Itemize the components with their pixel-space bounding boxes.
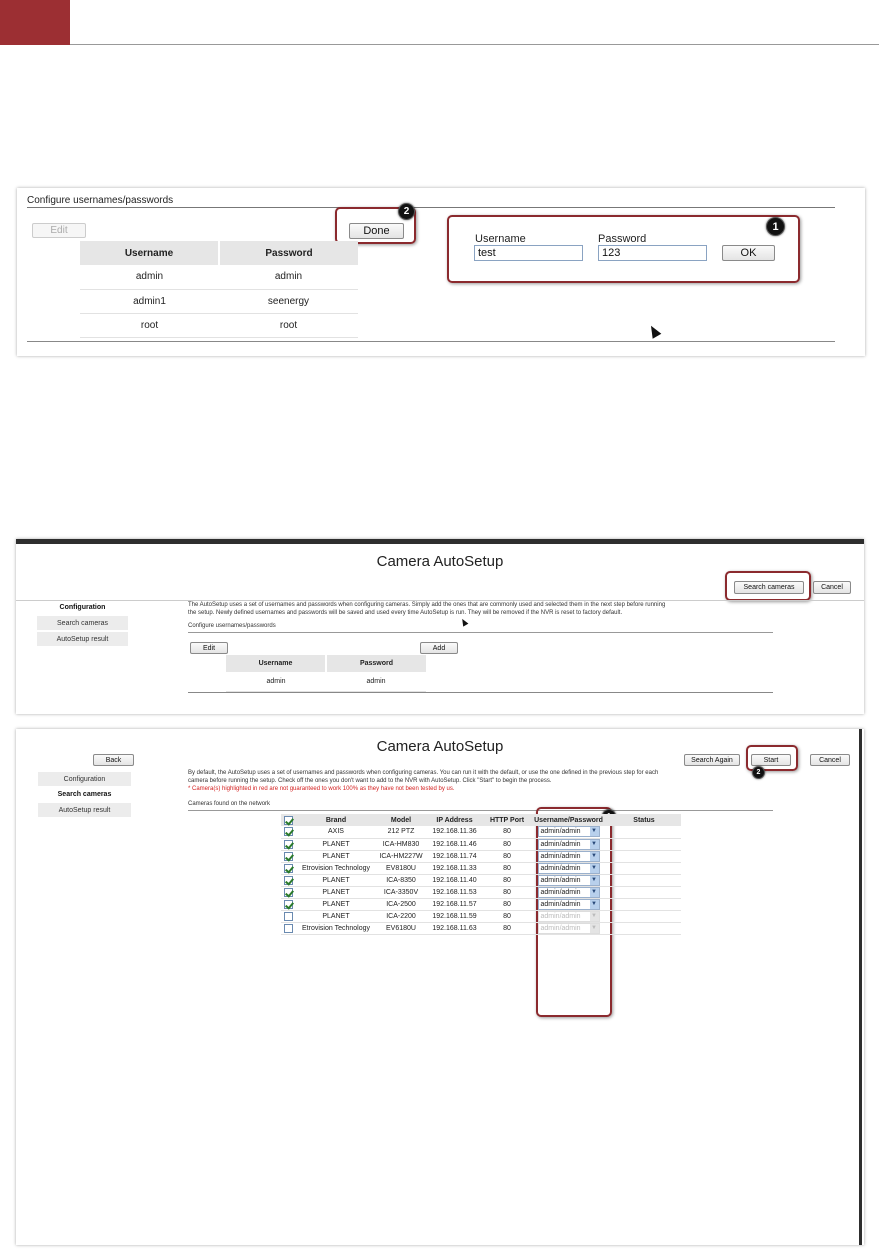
cell-ip-address: 192.168.11.40: [425, 874, 484, 886]
cell-password: admin: [326, 672, 426, 691]
cell-model: ICA-3350V: [377, 886, 425, 898]
section-title: Cameras found on the network: [188, 801, 271, 807]
header-username: Username: [80, 241, 219, 265]
chevron-down-icon: ▼: [591, 876, 597, 883]
cell-username-password: [530, 874, 607, 886]
cell-username-password: [530, 826, 607, 838]
untested-warning: * Camera(s) highlighted in red are not guaranteed to work 100% as they have not been tested by us.: [188, 786, 455, 792]
cell-username-password: [530, 898, 607, 910]
cell-model: 212 PTZ: [377, 826, 425, 838]
top-dark-band: [16, 539, 864, 544]
cell-http-port: 80: [484, 850, 530, 862]
credential-select-value: admin/admin: [540, 828, 581, 836]
sidebar-item-autosetup-result[interactable]: AutoSetup result: [37, 632, 128, 646]
sidebar-item-search-cameras[interactable]: Search cameras: [38, 788, 131, 801]
chevron-down-icon: ▼: [591, 864, 597, 871]
cell-password: root: [219, 313, 358, 337]
cell-brand: Etrovision Technology: [295, 922, 377, 934]
cell-username-password: [530, 838, 607, 850]
cell-http-port: 80: [484, 862, 530, 874]
credential-select-value: admin/admin: [540, 864, 581, 872]
table-row[interactable]: [281, 850, 681, 862]
credential-select[interactable]: [538, 839, 600, 850]
camera-checkbox[interactable]: [284, 876, 293, 885]
cell-brand: AXIS: [295, 826, 377, 838]
chevron-down-icon: ▼: [591, 828, 597, 835]
table-row[interactable]: [80, 313, 358, 337]
cell-status: [607, 838, 681, 850]
edit-button[interactable]: Edit: [190, 642, 228, 654]
credential-select-value: admin/admin: [540, 852, 581, 860]
camera-checkbox[interactable]: [284, 912, 293, 921]
camera-checkbox[interactable]: [284, 840, 293, 849]
credential-select[interactable]: [538, 863, 600, 874]
cell-brand: PLANET: [295, 886, 377, 898]
cell-ip-address: 192.168.11.53: [425, 886, 484, 898]
search-again-button[interactable]: Search Again: [684, 754, 740, 766]
row-select[interactable]: [281, 826, 295, 838]
search-cameras-button[interactable]: Search cameras: [734, 581, 804, 594]
header-select-all[interactable]: [281, 814, 295, 826]
username-input[interactable]: test: [474, 245, 583, 261]
description-line-2: the setup. Newly defined usernames and passwords will be saved and used every time AutoSetup is run. They will be removed if the NVR is reset to factory default.: [188, 610, 623, 616]
toolbar-divider: [16, 600, 864, 601]
table-row[interactable]: [80, 289, 358, 313]
cell-status: [607, 886, 681, 898]
cell-username-password: [530, 862, 607, 874]
cell-model: EV6180U: [377, 922, 425, 934]
cell-username-password: [530, 886, 607, 898]
cell-brand: PLANET: [295, 850, 377, 862]
done-button[interactable]: Done: [349, 223, 404, 239]
cell-username: root: [80, 313, 219, 337]
cell-model: ICA-8350: [377, 874, 425, 886]
section-divider: [188, 632, 773, 633]
cell-brand: PLANET: [295, 874, 377, 886]
section-title: Configure usernames/passwords: [188, 623, 276, 629]
section-divider: [188, 810, 773, 811]
chevron-down-icon: ▼: [591, 912, 597, 919]
row-select[interactable]: [281, 862, 295, 874]
header-username: Username: [226, 655, 326, 672]
credential-select[interactable]: [538, 826, 600, 837]
cell-status: [607, 874, 681, 886]
row-select[interactable]: [281, 874, 295, 886]
row-select[interactable]: [281, 898, 295, 910]
camera-checkbox[interactable]: [284, 852, 293, 861]
cell-model: ICA-HM830: [377, 838, 425, 850]
search-cameras-callout: [725, 571, 811, 601]
cell-brand: PLANET: [295, 910, 377, 922]
camera-checkbox[interactable]: [284, 900, 293, 909]
cell-username: admin: [80, 265, 219, 289]
chevron-down-icon: ▼: [591, 924, 597, 931]
add-button[interactable]: Add: [420, 642, 458, 654]
chevron-down-icon: ▼: [591, 900, 597, 907]
sidebar-item-autosetup-result[interactable]: AutoSetup result: [38, 803, 131, 817]
screenshot-search-cameras: [16, 729, 864, 1245]
credential-select[interactable]: [538, 851, 600, 862]
table-row[interactable]: [281, 826, 681, 838]
cell-model: ICA-HM227W: [377, 850, 425, 862]
cell-brand: PLANET: [295, 898, 377, 910]
cell-ip-address: 192.168.11.33: [425, 862, 484, 874]
cell-status: [607, 922, 681, 934]
header-model: Model: [377, 814, 425, 826]
cell-http-port: 80: [484, 838, 530, 850]
header-brand: Brand: [295, 814, 377, 826]
cell-model: EV8180U: [377, 862, 425, 874]
cell-username-password: [530, 910, 607, 922]
cell-brand: Etrovision Technology: [295, 862, 377, 874]
password-input[interactable]: 123: [598, 245, 707, 261]
cell-username-password: [530, 850, 607, 862]
table-row[interactable]: [281, 898, 681, 910]
cell-brand: PLANET: [295, 838, 377, 850]
credential-select-value: admin/admin: [540, 876, 581, 884]
chevron-down-icon: ▼: [591, 840, 597, 847]
cell-status: [607, 910, 681, 922]
right-edge-band: [859, 729, 862, 1245]
description-line-1: By default, the AutoSetup uses a set of usernames and passwords when configuring cameras. You can run it with the default, or use the one defined in the previous step for each: [188, 770, 659, 776]
row-select[interactable]: [281, 838, 295, 850]
edit-button[interactable]: Edit: [32, 223, 86, 238]
credentials-table: [80, 241, 358, 338]
table-row[interactable]: [226, 672, 426, 691]
cell-username: admin1: [80, 289, 219, 313]
row-select[interactable]: [281, 922, 295, 934]
step-badge-2: 2: [398, 203, 415, 220]
header-http-port: HTTP Port: [484, 814, 530, 826]
description-line-1: The AutoSetup uses a set of usernames and passwords when configuring cameras. Simply add the ones that are commonly used and selected them in the next step before running: [188, 602, 666, 608]
table-row[interactable]: [281, 838, 681, 850]
chevron-down-icon: ▼: [591, 852, 597, 859]
cell-http-port: 80: [484, 826, 530, 838]
cell-ip-address: 192.168.11.46: [425, 838, 484, 850]
camera-checkbox[interactable]: [284, 924, 293, 933]
cell-username: admin: [226, 672, 326, 691]
header-status: Status: [607, 814, 681, 826]
back-button[interactable]: Back: [93, 754, 134, 766]
sidebar-item-search-cameras[interactable]: Search cameras: [37, 616, 128, 630]
bottom-divider: [27, 341, 835, 342]
cell-http-port: 80: [484, 910, 530, 922]
header-rule: [70, 44, 879, 45]
cameras-table: [281, 814, 681, 935]
cancel-button[interactable]: Cancel: [813, 581, 851, 594]
camera-checkbox[interactable]: [284, 864, 293, 873]
credentials-table: [226, 655, 426, 692]
row-select[interactable]: [281, 886, 295, 898]
step-badge-1: 1: [766, 217, 785, 236]
ok-button[interactable]: OK: [722, 245, 775, 261]
step-badge-2: 2: [752, 766, 765, 779]
cell-username-password: [530, 922, 607, 934]
camera-checkbox[interactable]: [284, 827, 293, 836]
credential-select-value: admin/admin: [540, 924, 581, 932]
chevron-down-icon: ▼: [591, 888, 597, 895]
cell-ip-address: 192.168.11.36: [425, 826, 484, 838]
header-accent-bar: [0, 0, 70, 45]
page-title: Camera AutoSetup: [376, 738, 504, 755]
cell-status: [607, 826, 681, 838]
credential-select[interactable]: [538, 887, 600, 898]
password-label: Password: [598, 233, 647, 245]
cell-http-port: 80: [484, 874, 530, 886]
cell-http-port: 80: [484, 922, 530, 934]
bottom-divider: [188, 692, 773, 693]
cell-status: [607, 862, 681, 874]
credential-select[interactable]: [538, 911, 600, 922]
credential-select-value: admin/admin: [540, 912, 581, 920]
cell-ip-address: 192.168.11.74: [425, 850, 484, 862]
mouse-pointer-icon: [460, 617, 469, 626]
cancel-button[interactable]: Cancel: [810, 754, 850, 766]
cell-ip-address: 192.168.11.59: [425, 910, 484, 922]
start-button[interactable]: Start: [751, 754, 791, 766]
cell-status: [607, 850, 681, 862]
credential-select[interactable]: [538, 899, 600, 910]
table-row[interactable]: [281, 910, 681, 922]
camera-checkbox[interactable]: [284, 888, 293, 897]
table-row[interactable]: [281, 922, 681, 934]
header-password: Password: [219, 241, 358, 265]
screenshot-autosetup-configuration: [16, 539, 864, 714]
cell-status: [607, 898, 681, 910]
section-title: Configure usernames/passwords: [27, 195, 174, 206]
table-row[interactable]: [281, 862, 681, 874]
page-title: Camera AutoSetup: [376, 553, 504, 570]
table-row[interactable]: [281, 874, 681, 886]
header-password: Password: [326, 655, 426, 672]
select-all-checkbox[interactable]: [284, 816, 293, 825]
cell-ip-address: 192.168.11.57: [425, 898, 484, 910]
screenshot-configure-credentials: [17, 188, 865, 356]
cell-ip-address: 192.168.11.63: [425, 922, 484, 934]
row-select[interactable]: [281, 910, 295, 922]
cell-password: seenergy: [219, 289, 358, 313]
table-row[interactable]: [80, 265, 358, 289]
cell-http-port: 80: [484, 898, 530, 910]
credential-select-value: admin/admin: [540, 840, 581, 848]
sidebar-heading[interactable]: Configuration: [37, 601, 128, 614]
cell-model: ICA-2500: [377, 898, 425, 910]
table-row[interactable]: [281, 886, 681, 898]
cell-http-port: 80: [484, 886, 530, 898]
credential-select[interactable]: [538, 923, 600, 934]
credential-select[interactable]: [538, 875, 600, 886]
mouse-pointer-icon: [647, 323, 662, 338]
header-ip-address: IP Address: [425, 814, 484, 826]
section-divider: [27, 207, 835, 208]
cell-password: admin: [219, 265, 358, 289]
credential-select-value: admin/admin: [540, 900, 581, 908]
sidebar-item-configuration[interactable]: Configuration: [38, 772, 131, 786]
row-select[interactable]: [281, 850, 295, 862]
username-label: Username: [475, 233, 526, 245]
header-username-password: Username/Password: [530, 814, 607, 826]
description-line-2: camera before running the setup. Check off the ones you don't want to add to the NVR with AutoSetup. Click "Start" to begin the process.: [188, 778, 552, 784]
cell-model: ICA-2200: [377, 910, 425, 922]
credential-select-value: admin/admin: [540, 888, 581, 896]
